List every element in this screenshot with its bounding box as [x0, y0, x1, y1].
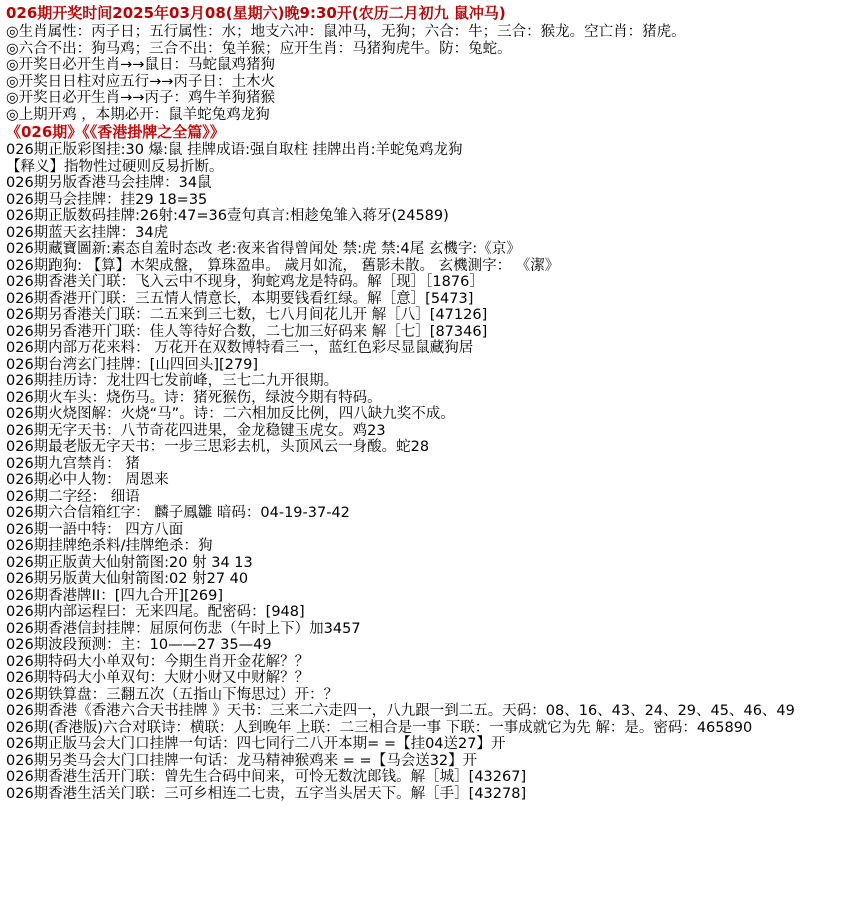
content-row: 026期一語中特： 四方八面: [6, 521, 184, 538]
attribute-line: ◎开奖日日柱对应五行→→丙子日：土木火: [6, 73, 275, 90]
content-row: 026期跑狗: 【算】木架成盤， 算珠盈串。 歲月如流， 舊影未散。 玄機測字： 《潔》: [6, 257, 560, 274]
content-row: 026期另香港关门联：二五来到三七数，七八月间花儿开 解［八］[47126]: [6, 307, 488, 323]
content-row: 026期香港关门联：飞入云中不现身，狗蛇鸡龙是特码。解［现］［1876］: [6, 274, 484, 290]
content-row: 026期正版数码挂牌:26射:47=36壹句真言:相趁兔雏入蒋牙(24589): [6, 208, 449, 224]
content-row: 026期马会挂牌：挂29 18=35: [6, 191, 208, 208]
content-row: 026期蓝天玄挂牌：34虎: [6, 224, 169, 241]
content-row: 026期二字经： 细语: [6, 488, 140, 505]
content-row: 026期香港开门联：三五情人情意长，本期要钱看红绿。解［意］[5473]: [6, 290, 474, 307]
content-row: 026期特码大小单双句：今期生肖开金花解？？: [6, 653, 310, 670]
content-row: 026期另类马会大门口挂牌一句话：龙马精神猴鸡来 = =【马会送32】开: [6, 752, 478, 769]
content-row: 026期无字天书：八节奇花四进果，金龙稳键玉虎女。鸡23: [6, 422, 386, 439]
content-row: 026期九宫禁肖： 猪: [6, 455, 140, 472]
content-row: 026期台湾玄门挂牌：[山四回头][279]: [6, 356, 258, 373]
content-row: 026期香港牌II：[四九合开][269]: [6, 587, 224, 604]
content-row: 026期火烧图解：火烧“马”。诗：二六相加反比例，四八缺九奖不成。: [6, 406, 455, 422]
content-row: 026期(香港版)六合对联诗：横联：人到晚年 上联：二三相合是一事 下联：一事成就它为先 解：是。密码：465890: [6, 719, 753, 736]
content-row: 026期香港生活关门联：三可乡相连二七贵，五字当头居天下。解［手］[43278]: [6, 785, 527, 802]
draw-time-header: 026期开奖时间2025年03月08(星期六)晚9:30开(农历二月初九 鼠冲马): [6, 4, 506, 22]
content-row: 026期另版黄大仙射箭图:02 射27 40: [6, 571, 249, 587]
content-row: 026期正版彩图挂:30 爆:鼠 挂牌成语:强自取柱 挂牌出肖:羊蛇兔鸡龙狗: [6, 142, 463, 158]
content-row: 026期藏寶圖新:素态自羞时态改 老:夜来省得曾闻处 禁:虎 禁:4尾 玄機字:《京》: [6, 241, 521, 257]
content-row: 026期火车头：烧伤马。诗：猪死猴伤，绿波今期有特码。: [6, 389, 382, 406]
attribute-line: ◎开奖日必开生肖→→鼠日：马蛇鼠鸡猪狗: [6, 57, 275, 73]
content-row: 026期香港信封挂牌：屈原何伤悲（午时上下）加3457: [6, 620, 361, 637]
content-row: 026期香港《香港六合天书挂牌 》天书：三来二六走四一，八九跟一到二五。天码：08、16、43、24、29、45、46、49: [6, 703, 795, 719]
attribute-line: ◎生肖属性：丙子日；五行属性：水；地支六冲：鼠冲马，无狗；六合：牛；三合：猴龙。空亡肖：猪虎。: [6, 24, 686, 40]
content-row: 026期必中人物： 周恩来: [6, 472, 169, 488]
content-row: 026期另版香港马会挂牌：34鼠: [6, 175, 212, 191]
content-row: 026期内部运程曰：无来四尾。配密码：[948]: [6, 604, 305, 620]
content-row: 【释义】指物性过硬则反易折断。: [6, 158, 224, 175]
content-row: 026期另香港开门联：佳人等待好合数，二七加三好码来 解［七］[87346]: [6, 323, 488, 340]
content-row: 026期香港生活开门联：曾先生合码中间来，可怜无数沈郎钱。解［城］[43267]: [6, 769, 527, 785]
content-row: 026期内部万花来料： 万花开在双数博特看三一，蓝红色彩尽显鼠藏狗居: [6, 340, 474, 356]
content-row: 026期最老版无字天书：一步三思彩去机，头顶风云一身酸。蛇28: [6, 439, 430, 455]
content-row: 026期挂牌绝杀料/挂牌绝杀：狗: [6, 538, 213, 554]
content-row: 026期特码大小单双句：大财小财又中财解？？: [6, 670, 310, 686]
content-row: 026期挂历诗：龙壮四七发前峰，三七二九开很期。: [6, 373, 339, 389]
content-rows: [4, 142, 851, 802]
content-row: 026期正版马会大门口挂牌一句话：四七同行二八开本期= =【挂04送27】开: [6, 736, 506, 752]
attribute-line: ◎开奖日必开生肖→→丙子：鸡牛羊狗猪猴: [6, 90, 275, 106]
content-row: 026期正版黄大仙射箭图:20 射 34 13: [6, 554, 253, 571]
attribute-line: ◎六合不出：狗马鸡；三合不出：兔羊猴；应开生肖：马猪狗虎牛。防：兔蛇。: [6, 40, 512, 57]
section-title: 《026期》《《香港掛牌之全篇》》: [6, 123, 225, 141]
content-row: 026期铁算盘：三翻五次（五指山下悔思过）开：？: [6, 686, 339, 703]
content-row: 026期六合信箱红字： 麟子鳳雛 暗码：04-19-37-42: [6, 505, 350, 521]
attributes-block: [4, 24, 851, 123]
attribute-line: ◎上期开鸡 ，本期必开：鼠羊蛇兔鸡龙狗: [6, 106, 270, 123]
content-row: 026期波段预测：主：10——27 35—49: [6, 637, 272, 653]
